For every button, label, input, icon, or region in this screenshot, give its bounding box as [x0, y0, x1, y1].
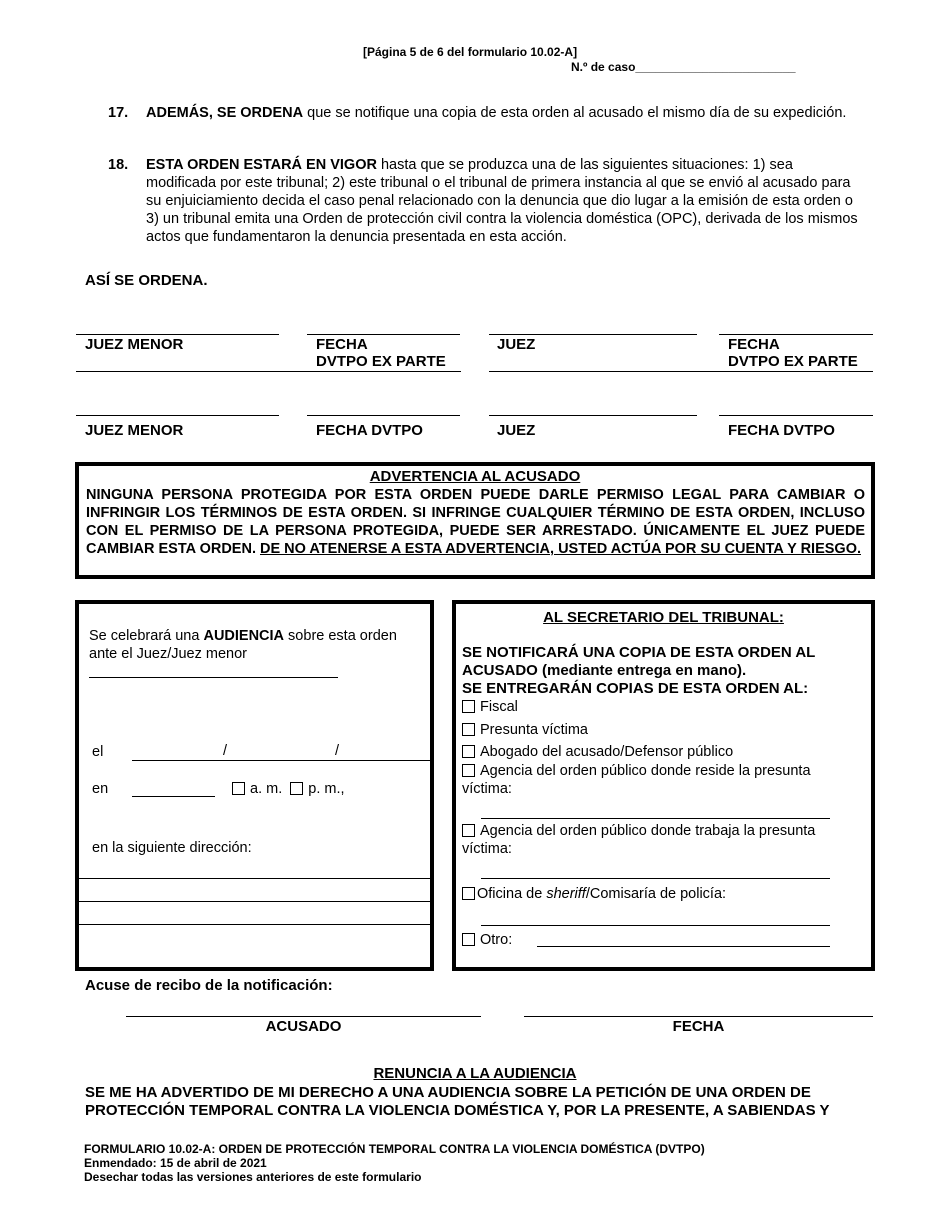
minor-judge-label-2: JUEZ MENOR: [85, 422, 184, 439]
date-dvtpo-label-1: FECHA DVTPO: [316, 422, 423, 439]
hearing-date-line[interactable]: [132, 760, 430, 761]
date-label-1: FECHA: [316, 336, 368, 353]
agency-work-checkbox[interactable]: [462, 824, 475, 837]
sheriff-label-post: /Comisaría de policía:: [585, 886, 727, 902]
am-checkbox[interactable]: [232, 782, 245, 795]
agency-reside-checkbox[interactable]: [462, 764, 475, 777]
agency-work-label: Agencia del orden público donde trabaja la presunta víctima:: [462, 823, 816, 857]
hearing-text-pre: Se celebrará una: [89, 628, 204, 644]
waiver-title: RENUNCIA A LA AUDIENCIA: [373, 1065, 577, 1082]
minor-judge-label-1: JUEZ MENOR: [85, 336, 184, 353]
date-label-2: FECHA: [728, 336, 780, 353]
waiver-body: SE ME HA ADVERTIDO DE MI DERECHO A UNA AUDIENCIA SOBRE LA PETICIÓN DE UNA ORDEN DE PROTECCIÓN TEMPORAL CONTRA LA VIOLENCIA DOMÉSTICA Y, POR LA PRESENTE, A SABIENDAS Y: [85, 1084, 830, 1119]
hearing-text-post: sobre esta orden ante el Juez/Juez menor: [89, 628, 397, 662]
option-other: [462, 931, 512, 949]
sheriff-line[interactable]: [481, 925, 830, 926]
hearing-text: [89, 627, 424, 663]
date-ex-parte-line-1[interactable]: [307, 334, 460, 335]
warning-underlined-text: DE NO ATENERSE A ESTA ADVERTENCIA, USTED ACTÚA POR SU CUENTA Y RIESGO.: [260, 541, 861, 557]
lawyer-checkbox[interactable]: [462, 745, 475, 758]
item-18-lead: ESTA ORDEN ESTARÁ EN VIGOR: [146, 157, 377, 173]
judge-signature-line-2[interactable]: [489, 415, 697, 416]
am-label: a. m.: [250, 781, 283, 797]
footer-amended: Enmendado: 15 de abril de 2021: [84, 1156, 267, 1170]
row1-divider-left: [76, 371, 461, 372]
option-agency-reside: [462, 762, 857, 798]
option-lawyer: [462, 743, 733, 761]
date-dvtpo-label-2: FECHA DVTPO: [728, 422, 835, 439]
option-agency-work: [462, 822, 857, 858]
agency-work-line[interactable]: [481, 878, 830, 879]
case-number-field[interactable]: N.º de caso________________________: [571, 60, 796, 74]
clerk-title-wrap: [456, 609, 871, 627]
hearing-date-label: el: [92, 744, 104, 760]
minor-judge-signature-line-1[interactable]: [76, 334, 279, 335]
receipt-date-label: FECHA: [672, 1018, 725, 1035]
hearing-time-label: en: [92, 781, 109, 797]
sheriff-label-pre: Oficina de: [477, 886, 547, 902]
victim-label: Presunta víctima: [480, 722, 588, 738]
waiver-title-wrap: [0, 1065, 950, 1083]
pm-checkbox[interactable]: [290, 782, 303, 795]
item-18-body: hasta que se produzca una de las siguientes situaciones: 1) sea modificada por este tribunal; 2) este tribunal o el tribunal de primera instancia al que se envió al acusado para su enjuiciamiento decida el caso penal relacionado con la denuncia que dio lugar a la emisión de esta orden o 3) un tribunal emita una Orden de protección civil contra la violencia doméstica (OPC), derivada de los mismos actos que fundamentaron la denuncia presentada en esta acción.: [146, 157, 858, 245]
option-sheriff: [462, 885, 726, 903]
address-line-3[interactable]: [79, 924, 430, 925]
hearing-address-label: en la siguiente dirección:: [92, 840, 252, 856]
lawyer-label: Abogado del acusado/Defensor público: [480, 744, 734, 760]
pm-label: p. m.,: [308, 781, 345, 797]
date-dvtpo-line-1[interactable]: [307, 415, 460, 416]
footer-discard-note: Desechar todas las versiones anteriores de este formulario: [84, 1170, 422, 1184]
accused-label: ACUSADO: [265, 1018, 342, 1035]
agency-reside-label: Agencia del orden público donde reside la presunta víctima:: [462, 763, 811, 797]
other-checkbox[interactable]: [462, 933, 475, 946]
item-17-body: que se notifique una copia de esta orden al acusado el mismo día de su expedición.: [303, 105, 847, 121]
receipt-label: Acuse de recibo de la notificación:: [85, 977, 333, 994]
judge-label-1: JUEZ: [497, 336, 536, 353]
date-dvtpo-line-2[interactable]: [719, 415, 873, 416]
warning-title: ADVERTENCIA AL ACUSADO: [369, 468, 581, 485]
hearing-judge-name-line[interactable]: [89, 677, 338, 678]
minor-judge-signature-line-2[interactable]: [76, 415, 279, 416]
row1-divider-right: [489, 371, 873, 372]
am-pm-options: [232, 780, 345, 798]
option-fiscal: [462, 698, 518, 716]
option-victim: [462, 721, 588, 739]
item-17-number: 17.: [108, 105, 129, 121]
other-label: Otro:: [480, 932, 513, 948]
receipt-date-line[interactable]: [524, 1016, 873, 1017]
sheriff-checkbox[interactable]: [462, 887, 475, 900]
item-18-number: 18.: [108, 157, 129, 173]
judge-signature-line-1[interactable]: [489, 334, 697, 335]
agency-reside-line[interactable]: [481, 818, 830, 819]
warning-text: NINGUNA PERSONA PROTEGIDA POR ESTA ORDEN PUEDE DARLE PERMISO LEGAL PARA CAMBIAR O INFRINGIR LOS TÉRMINOS DE ESTA ORDEN. SI INFRINGE CUALQUIER TÉRMINO DE ESTA ORDEN, INCLUSO CON EL PERMISO DE LA PERSONA PROTEGIDA, PUEDE SER ARRESTADO. ÚNICAMENTE EL JUEZ PUEDE CAMBIAR ESTA ORDEN.: [86, 487, 865, 557]
dvtpo-ex-parte-label-1: DVTPO EX PARTE: [316, 353, 446, 370]
item-17-text: [146, 104, 866, 122]
date-slash-2: /: [335, 743, 340, 759]
victim-checkbox[interactable]: [462, 723, 475, 736]
footer-form-title: FORMULARIO 10.02-A: ORDEN DE PROTECCIÓN TEMPORAL CONTRA LA VIOLENCIA DOMÉSTICA (DVTPO): [84, 1142, 705, 1156]
page-number-label: [Página 5 de 6 del formulario 10.02-A]: [363, 45, 578, 59]
other-line[interactable]: [537, 946, 830, 947]
date-slash-1: /: [223, 743, 228, 759]
item-18-text: [146, 156, 866, 246]
fiscal-label: Fiscal: [480, 699, 518, 715]
date-ex-parte-line-2[interactable]: [719, 334, 873, 335]
so-ordered-heading: ASÍ SE ORDENA.: [85, 272, 208, 289]
warning-box: [75, 462, 875, 579]
accused-signature-line[interactable]: [126, 1016, 481, 1017]
clerk-notify-text: SE NOTIFICARÁ UNA COPIA DE ESTA ORDEN AL ACUSADO (mediante entrega en mano).: [462, 644, 816, 679]
clerk-copies-text: SE ENTREGARÁN COPIAS DE ESTA ORDEN AL:: [462, 680, 809, 697]
judge-label-2: JUEZ: [497, 422, 536, 439]
address-line-2[interactable]: [79, 901, 430, 902]
hearing-time-line[interactable]: [132, 796, 215, 797]
item-17-lead: ADEMÁS, SE ORDENA: [146, 105, 304, 121]
clerk-title: AL SECRETARIO DEL TRIBUNAL:: [543, 609, 784, 626]
sheriff-label-italic: sheriff: [546, 886, 586, 902]
dvtpo-ex-parte-label-2: DVTPO EX PARTE: [728, 353, 858, 370]
fiscal-checkbox[interactable]: [462, 700, 475, 713]
address-line-1[interactable]: [79, 878, 430, 879]
warning-body: [79, 486, 871, 558]
hearing-text-bold: AUDIENCIA: [203, 628, 285, 644]
